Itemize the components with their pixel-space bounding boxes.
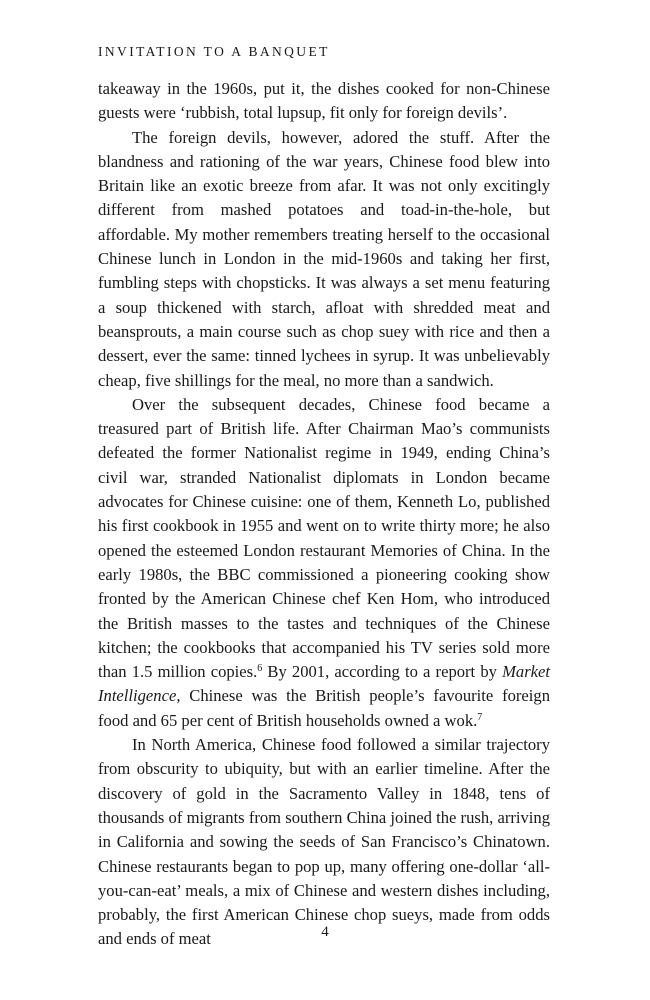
paragraph-british-life-text-cont: By 2001, according to a report by (262, 662, 503, 682)
paragraph-continuation: takeaway in the 1960s, put it, the dishes cooked for non-Chinese guests were ‘rubbish, total lupsup, fit only for foreign devils’. (98, 79, 550, 123)
publication-title: Market Intelligence, (98, 662, 550, 706)
paragraph-foreign-devils: The foreign devils, however, adored the stuff. After the blandness and rationing of the war years, Chinese food blew into Britain like an exotic breeze from afar. It was not only excitingly different from mashed potatoes and toad-in-the-hole, but affordable. My mother remembers treating herself to the occasional Chinese lunch in London in the mid-1960s and taking her first, fumbling steps with chopsticks. It was always a set menu featuring a soup thickened with starch, afloat with shredded meat and beansprouts, a main course such as chop suey with rice and then a dessert, ever the same: tinned lychees in syrup. It was unbelievably cheap, five shillings for the meal, no more than a sandwich. (98, 127, 550, 390)
footnote-ref-7[interactable]: 7 (477, 711, 483, 723)
paragraph-north-america: In North America, Chinese food followed a similar trajectory from obscurity to ubiquity, but with an earlier timeline. After the discovery of gold in the Sacramento Valley in 1848, tens of thousands of migrants from southern China joined the rush, arriving in California and sowing the seeds of San Francisco’s Chinatown. Chinese restaurants began to pop up, many offering one-dollar ‘all-you-can-eat’ meals, a mix of Chinese and western dishes including, probably, the first American Chinese chop sueys, made from odds and ends of meat (98, 735, 550, 949)
page-number: 4 (321, 924, 329, 940)
paragraph-british-life-text-end: Chinese was the British people’s favourite foreign food and 65 per cent of British households owned a wok. (98, 686, 550, 730)
footnote-ref-6[interactable]: 6 (257, 663, 263, 675)
running-head: INVITATION TO A BANQUET (98, 44, 330, 59)
paragraph-british-life-text: Over the subsequent decades, Chinese food became a treasured part of British life. After Chairman Mao’s communists defeated the former Nationalist regime in 1949, ending China’s civil war, stranded Nationalist diplomats in London became advocates for Chinese cuisine: one of them, Kenneth Lo, published his first cookbook in 1955 and went on to write thirty more; he also opened the esteemed London restaurant Memories of China. In the early 1980s, the BBC commissioned a pioneering cooking show fronted by the American Chinese chef Ken Hom, who introduced the British masses to the tastes and techniques of the Chinese kitchen; the cookbooks that accompanied his TV series sold more than 1.5 million copies. (98, 394, 550, 682)
paragraph-british-life (98, 393, 550, 733)
body-text (98, 77, 550, 952)
